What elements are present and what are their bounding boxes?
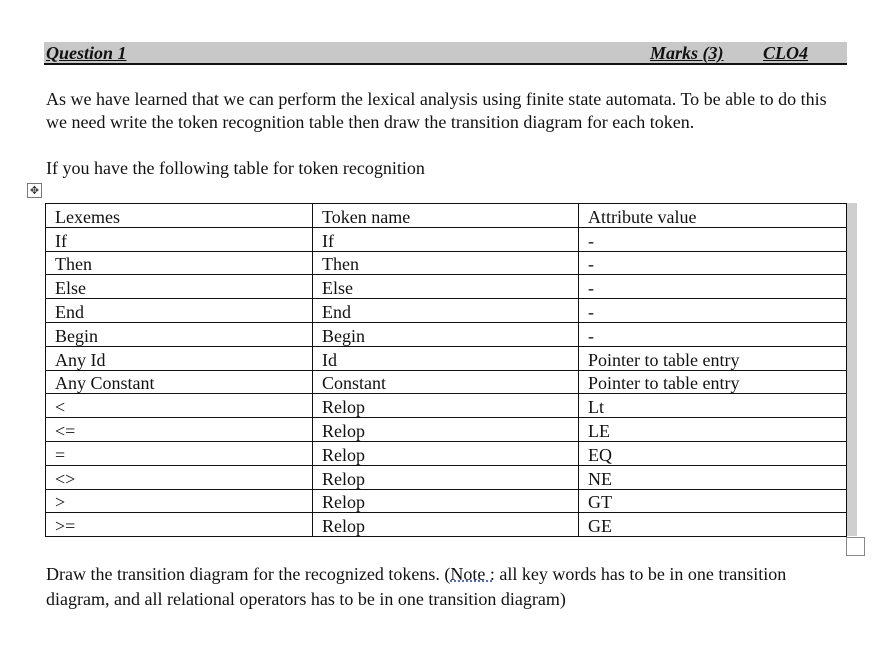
cell-attribute-value: - xyxy=(579,275,847,299)
cell-attribute-value: - xyxy=(579,227,847,251)
cell-attribute-value: LE xyxy=(579,418,847,442)
cell-lexeme: Any Constant xyxy=(46,370,313,394)
instruction-text-start: Draw the transition diagram for the recognized tokens. ( xyxy=(46,564,451,584)
cell-token-name: Begin xyxy=(313,322,579,346)
table-row xyxy=(46,489,847,513)
cell-attribute-value: Pointer to table entry xyxy=(579,346,847,370)
token-recognition-table xyxy=(45,203,847,537)
cell-lexeme: = xyxy=(46,441,313,465)
question-marks: Marks (3) xyxy=(650,43,724,63)
table-header-row xyxy=(46,204,847,228)
table-row xyxy=(46,370,847,394)
cell-token-name: Relop xyxy=(313,418,579,442)
question-clo: CLO4 xyxy=(763,43,808,63)
table-row xyxy=(46,322,847,346)
cell-attribute-value: - xyxy=(579,322,847,346)
table-row xyxy=(46,441,847,465)
cell-token-name: Relop xyxy=(313,465,579,489)
table-row xyxy=(46,394,847,418)
cell-token-name: Constant xyxy=(313,370,579,394)
cell-token-name: Id xyxy=(313,346,579,370)
cell-lexeme: If xyxy=(46,227,313,251)
header-lexemes: Lexemes xyxy=(46,204,313,228)
cell-lexeme: Else xyxy=(46,275,313,299)
table-row xyxy=(46,513,847,537)
instruction-paragraph xyxy=(46,562,851,611)
cell-attribute-value: NE xyxy=(579,465,847,489)
instruction-text-end: all key words has to be in one transition diagram, and all relational operators has to be in one transition diagram) xyxy=(46,564,787,609)
cell-token-name: Relop xyxy=(313,489,579,513)
table-resize-handle[interactable] xyxy=(846,537,865,556)
table-row xyxy=(46,251,847,275)
cell-lexeme: <= xyxy=(46,418,313,442)
cell-lexeme: <> xyxy=(46,465,313,489)
header-token-name: Token name xyxy=(313,204,579,228)
cell-token-name: Relop xyxy=(313,513,579,537)
table-row xyxy=(46,418,847,442)
cell-attribute-value: GE xyxy=(579,513,847,537)
table-row xyxy=(46,275,847,299)
cell-token-name: If xyxy=(313,227,579,251)
table-row xyxy=(46,465,847,489)
note-label: Note : xyxy=(450,564,495,584)
table-move-handle-icon[interactable]: ✥ xyxy=(27,183,42,198)
cell-lexeme: > xyxy=(46,489,313,513)
cell-lexeme: Then xyxy=(46,251,313,275)
table-right-shade xyxy=(847,203,857,536)
cell-token-name: Then xyxy=(313,251,579,275)
cell-attribute-value: Pointer to table entry xyxy=(579,370,847,394)
cell-attribute-value: EQ xyxy=(579,441,847,465)
cell-token-name: Relop xyxy=(313,441,579,465)
table-row xyxy=(46,227,847,251)
cell-token-name: End xyxy=(313,299,579,323)
question-header-bar xyxy=(44,42,847,65)
table-row xyxy=(46,299,847,323)
cell-token-name: Relop xyxy=(313,394,579,418)
header-attribute-value: Attribute value xyxy=(579,204,847,228)
cell-token-name: Else xyxy=(313,275,579,299)
cell-lexeme: >= xyxy=(46,513,313,537)
intro-paragraph: As we have learned that we can perform the lexical analysis using finite state automata. To be able to do this we need write the token recognition table then draw the transition diagram for each token. xyxy=(46,89,827,132)
cell-lexeme: End xyxy=(46,299,313,323)
cell-lexeme: Begin xyxy=(46,322,313,346)
cell-lexeme: Any Id xyxy=(46,346,313,370)
cell-lexeme: < xyxy=(46,394,313,418)
table-intro-paragraph: If you have the following table for token recognition xyxy=(46,158,425,178)
cell-attribute-value: - xyxy=(579,299,847,323)
cell-attribute-value: GT xyxy=(579,489,847,513)
table-row xyxy=(46,346,847,370)
question-title: Question 1 xyxy=(46,43,127,63)
cell-attribute-value: - xyxy=(579,251,847,275)
cell-attribute-value: Lt xyxy=(579,394,847,418)
